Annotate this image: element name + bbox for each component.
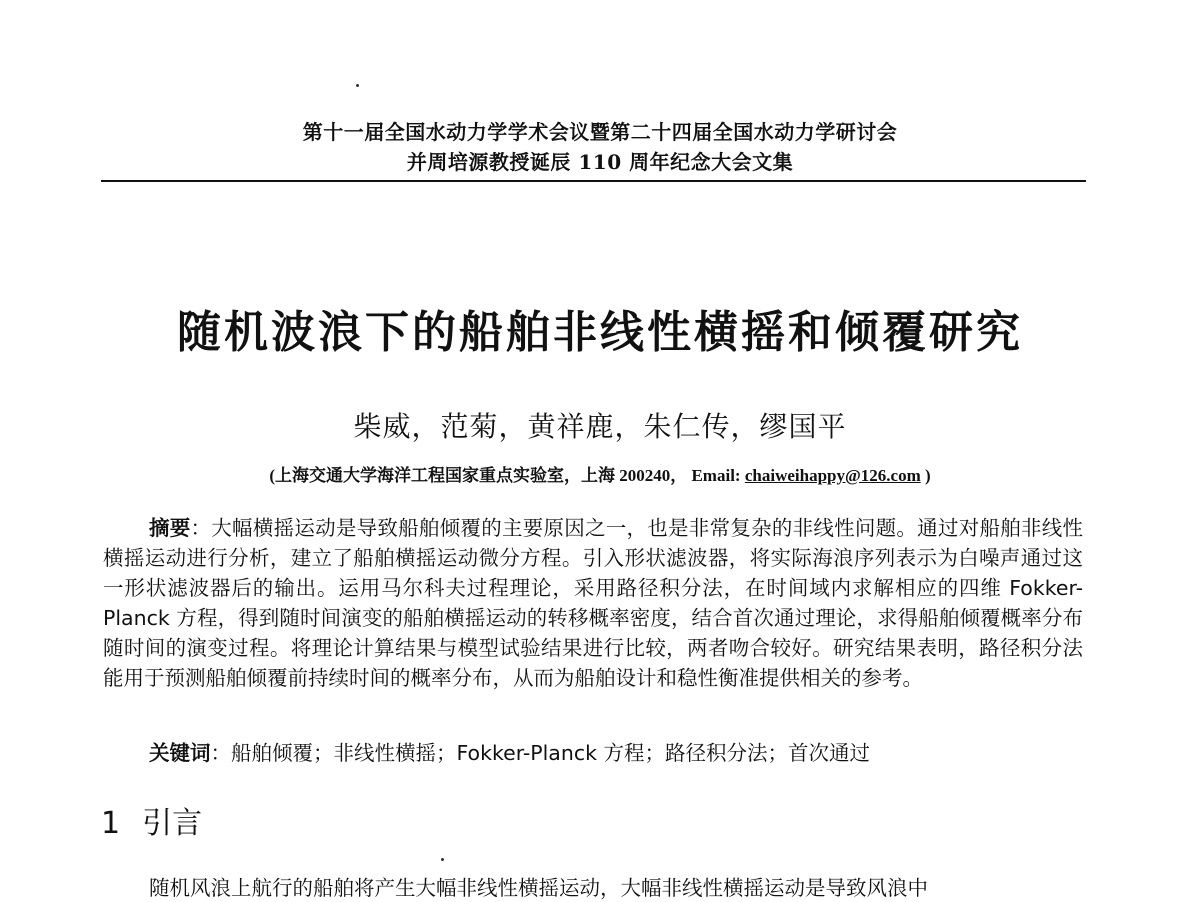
header-rule bbox=[101, 180, 1086, 182]
keywords bbox=[149, 736, 870, 766]
email-link[interactable]: chaiweihappy@126.com bbox=[744, 466, 921, 485]
abstract-text: ：大幅横摇运动是导致船舶倾覆的主要原因之一，也是非常复杂的非线性问题。通过对船舶非线性横摇运动进行分析，建立了船舶横摇运动微分方程。引入形状滤波器，将实际海浪序列表示为白噪声通过这一形状滤波器后的输出。运用马尔科夫过程理论，采用路径积分法，在时间域内求解相应的四维 Fokker-Planck 方程，得到随时间演变的船舶横摇运动的转移概率密度，结合首次通过理论，求得船舶倾覆概率分布随时间的演变过程。将理论计算结果与模型试验结果进行比较，两者吻合较好。研究结果表明，路径积分法能用于预测船舶倾覆前持续时间的概率分布，从而为船舶设计和稳性衡准提供相关的参考。 bbox=[103, 516, 1084, 690]
abstract bbox=[103, 513, 1083, 693]
affiliation-text: (上海交通大学海洋工程国家重点实验室，上海 200240， Email: bbox=[269, 466, 745, 485]
author-list: 柴威，范菊，黄祥鹿，朱仁传，缪国平 bbox=[353, 410, 847, 443]
body-paragraph-first-line: 随机风浪上航行的船舶将产生大幅非线性横摇运动，大幅非线性横摇运动是导致风浪中 bbox=[149, 876, 928, 900]
keywords-text: ：船舶倾覆；非线性横摇；Fokker-Planck 方程；路径积分法；首次通过 bbox=[210, 741, 871, 765]
paper-title: 随机波浪下的船舶非线性横摇和倾覆研究 bbox=[177, 307, 1023, 358]
affiliation-close: ) bbox=[920, 466, 931, 485]
proceedings-title-line1: 第十一届全国水动力学学术会议暨第二十四届全国水动力学研讨会 bbox=[302, 120, 898, 144]
section-title: 引言 bbox=[142, 806, 203, 841]
section-number: 1 bbox=[101, 806, 121, 841]
scan-speck bbox=[356, 84, 359, 87]
proceedings-title-line2: 并周培源教授诞辰 110 周年纪念大会文集 bbox=[406, 150, 794, 174]
affiliation bbox=[0, 461, 1200, 486]
keywords-label: 关键词 bbox=[149, 741, 211, 765]
abstract-label: 摘要 bbox=[149, 516, 191, 540]
scan-speck bbox=[441, 858, 444, 861]
section-heading bbox=[101, 798, 202, 842]
